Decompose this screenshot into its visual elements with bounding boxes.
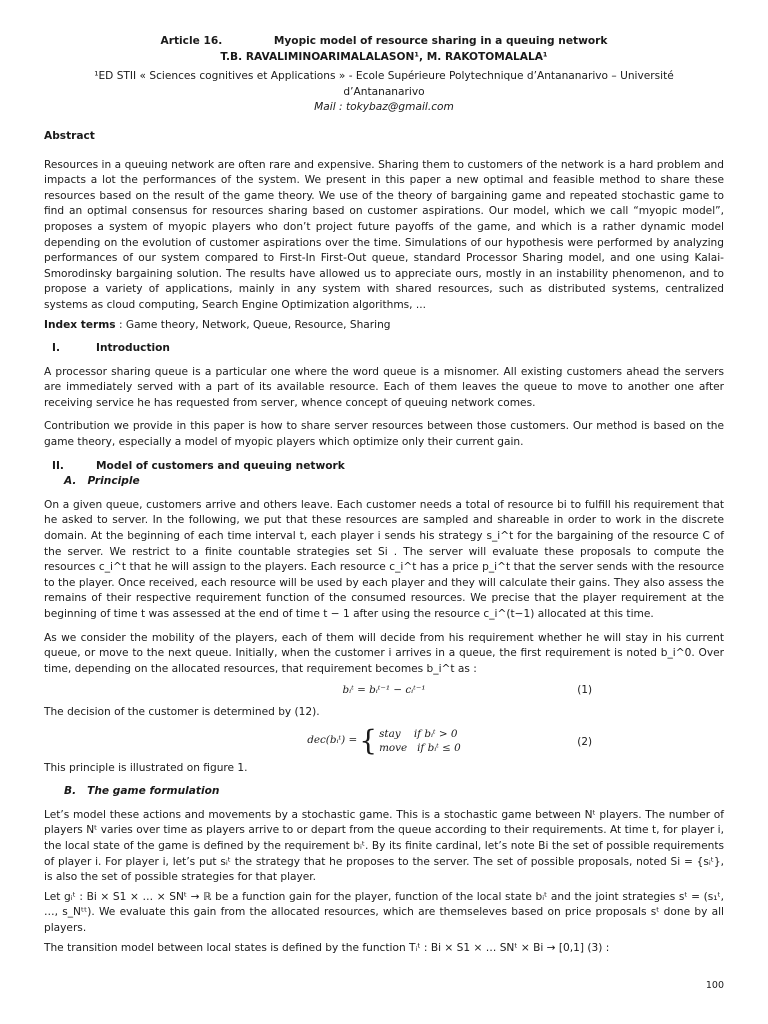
intro-paragraph-1: A processor sharing queue is a particular one where the word queue is a misnomer. All existing customers ahead the servers are immediately served with a part of its available resource. Each of them leaves the queue to move to another one after receiving service he has requested from server, whence concept of queuing network comes. (44, 365, 724, 409)
index-terms-list: : Game theory, Network, Queue, Resource, Sharing (115, 318, 391, 331)
game-paragraph-2: Let gᵢᵗ : Bi × S1 × … × SNᵗ → ℝ be a function gain for the player, function of the local state bᵢᵗ and the joint strategies sᵗ = (s₁ᵗ, …, s_Nᵗᵗ). We evaluate this gain from the allocated resources, which are themseleves based on price proposals sᵗ done by all players. (44, 890, 724, 934)
equation-1-body: bᵢᵗ = bᵢᵗ⁻¹ − cᵢᵗ⁻¹ (342, 684, 426, 697)
section-heading-introduction (44, 341, 724, 357)
game-paragraph-3: The transition model between local states is defined by the function Tᵢᵗ : Bi × S1 × … SNᵗ × Bi → [0,1] (3) : (44, 941, 610, 954)
principle-paragraph-3: The decision of the customer is determined by (12). (44, 705, 320, 718)
affiliation: ¹ED STII « Sciences cognitives et Applications » - Ecole Supérieure Polytechnique d’Antananarivo – Université d’Antananarivo (94, 70, 674, 98)
subsection-principle: A. Principle (64, 475, 140, 488)
equation-2-number: (2) (577, 735, 592, 748)
principle-paragraph-4: This principle is illustrated on figure 1. (44, 761, 248, 774)
author-email: Mail : tokybaz@gmail.com (314, 101, 454, 114)
index-terms-label: Index terms (44, 318, 116, 331)
equation-2-body (307, 723, 461, 757)
equation-1-number: (1) (577, 684, 592, 697)
equation-2-cases (379, 727, 461, 755)
index-terms (44, 318, 724, 334)
section-number: I. (52, 342, 60, 355)
section-heading-model (44, 459, 724, 475)
section-title: Introduction (96, 342, 170, 355)
section-title: Model of customers and queuing network (96, 459, 345, 472)
intro-paragraph-2: Contribution we provide in this paper is how to share server resources between those customers. Our method is based on the game theory, especially a model of myopic players which optimize only their current gain. (44, 420, 724, 449)
game-paragraph-1: Let’s model these actions and movements by a stochastic game. This is a stochastic game between Nᵗ players. The number of players Nᵗ varies over time as players arrive to or depart from the queue according to their requirements. At time t, for player i, the local state of the game is defined by the requirement bᵢᵗ. By its finite cardinal, let’s note Bi the set of possible requirements of player i. For player i, let’s put sᵢᵗ the strategy that he proposes to the server. The set of possible proposals, noted Si = {sᵢᵗ}, is also the set of possible strategies for that player. (44, 808, 724, 884)
principle-paragraph-1: On a given queue, customers arrive and others leave. Each customer needs a total of resource bi to fulfill his requirement that he asked to server. In the following, we put that these resources are sampled and shareable in order to work in the discrete domain. At the beginning of each time interval t, each player i sends his strategy s_i^t for the bargaining of the resource C of the server. We restrict to a finite countable strategies set Si . The server will evaluate these proposals to compute the resources c_i^t that he will assign to the players. Each resource c_i^t has a price p_i^t that the server sends with the resource to the player. Once received, each resource will be used by each player and they will calculate their gains. They also assess the remains of their respective requirement function of the consumed resources. We precise that the player requirement at the beginning of time t was assessed at the end of time t − 1 after using the resource c_i^(t−1) allocated at this time. (44, 498, 724, 620)
equation-2 (44, 723, 724, 757)
abstract-text: Resources in a queuing network are often rare and expensive. Sharing them to customers of the network is a hard problem and impacts a lot the performances of the system. We present in this paper a new optimal and feasible method to share these resources based on the result of the game theory. We use of the theory of bargaining game and repeated stochastic game to find an optimal consensus for resources sharing based on customer aspirations. Our model, which we call “myopic model”, proposes a system of myopic players who don’t project future payoffs of the game, and which is a rather dynamic model depending on the evolution of customer aspirations over the time. Simulations of our hypothesis were performed by analyzing performances of our system compared to First-In First-Out queue, standard Processor Sharing model, and one using Kalai-Smorodinsky bargaining solution. The results have allowed us to appreciate ours, mostly in an instability phenomenon, and to propose a variety of applications, mainly in any system with shared resources, such as distributed systems, centralized systems as cloud computing, Search Engine Optimization algorithms, ... (44, 158, 724, 311)
equation-2-case-move: move if bᵢᵗ ≤ 0 (379, 741, 461, 754)
principle-paragraph-2: As we consider the mobility of the players, each of them will decide from his requirement whether he will stay in his current queue, or move to the next queue. Initially, when the customer i arrives in a queue, the first requirement is noted b_i^0. Over time, depending on the allocated resources, that requirement becomes b_i^t as : (44, 631, 724, 675)
abstract-heading: Abstract (44, 129, 95, 142)
equation-1 (44, 683, 724, 699)
equation-2-case-stay: stay if bᵢᵗ > 0 (379, 727, 458, 740)
section-number: II. (52, 459, 64, 472)
subsection-game-formulation: B. The game formulation (64, 785, 220, 798)
page-number: 100 (705, 980, 724, 992)
left-brace: { (359, 723, 378, 757)
equation-2-lhs: dec(bᵢᵗ) = (307, 733, 358, 746)
authors: T.B. RAVALIMINOARIMALALASON¹, M. RAKOTOMALALA¹ (220, 50, 548, 63)
article-title: Article 16. Myopic model of resource sharing in a queuing network (160, 35, 608, 47)
